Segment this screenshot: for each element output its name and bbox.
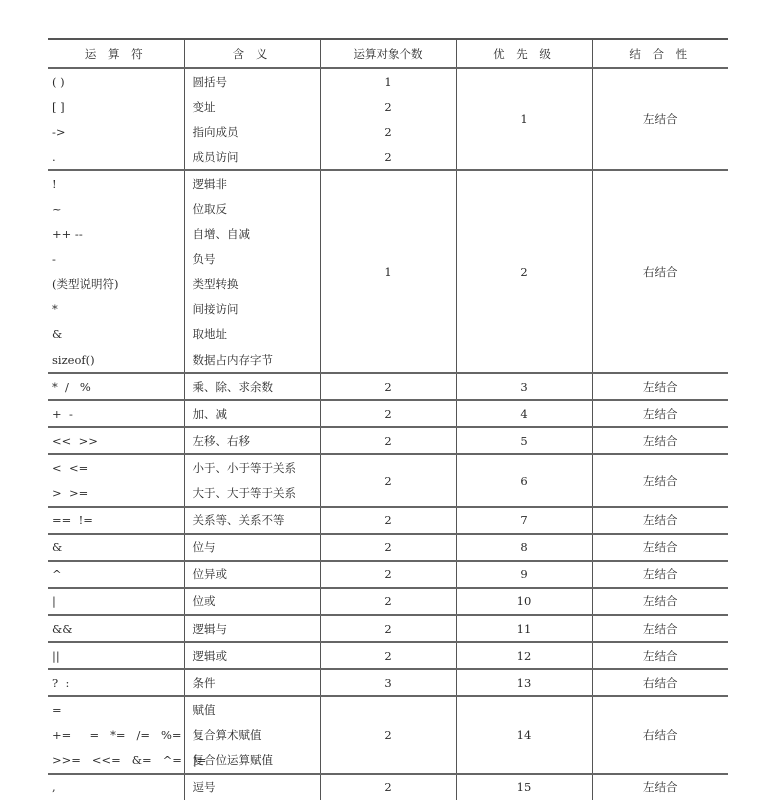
operator-precedence-table [48,38,728,800]
operator-cell: < <= [48,454,184,480]
table-row [48,588,728,615]
table-row [48,669,728,696]
operator-cell: << >> [48,427,184,454]
table-row [48,561,728,588]
operator-cell: > >= [52,486,89,501]
meaning-cell: 逻辑与 [184,615,320,642]
meaning-cell: 逗号 [184,774,320,800]
meaning-cell: 左移、右移 [184,427,320,454]
table-row [48,774,728,800]
table-row [48,642,728,669]
operator-cell: ~ [52,202,62,217]
precedence-cell: 10 [456,588,592,615]
operator-cell: sizeof() [52,352,95,367]
meaning-cell: 位异或 [184,561,320,588]
table-row [48,696,728,722]
precedence-cell: 15 [456,774,592,800]
operator-cell: [ ] [52,99,65,114]
meaning-cell: 逻辑非 [184,170,320,196]
operand-count-cell: 2 [320,561,456,588]
meaning-cell: 加、减 [184,400,320,427]
operator-cell: * / % [48,373,184,400]
table-row [48,68,728,94]
precedence-cell: 12 [456,642,592,669]
operator-cell: - [52,252,56,267]
operand-count-cell: 2 [320,774,456,800]
header-operator: 运 算 符 [48,39,184,68]
precedence-cell: 3 [456,373,592,400]
operator-cell: & [48,534,184,561]
operator-cell: ? : [48,669,184,696]
associativity-cell: 左结合 [592,427,728,454]
header-associativity: 结 合 性 [592,39,728,68]
operand-count-cell: 2 [320,144,456,170]
meaning-cell: 自增、自减 [184,222,320,247]
operator-cell: ( ) [52,74,65,89]
table-row [48,507,728,534]
associativity-cell: 左结合 [592,615,728,642]
operand-count-cell: 2 [320,427,456,454]
meaning-cell: 圆括号 [184,68,320,94]
meaning-cell: 小于、小于等于关系 [184,454,320,480]
header-operand-count: 运算对象个数 [320,39,456,68]
operator-cell: == != [48,507,184,534]
table-row [48,170,728,196]
operator-cell: (类型说明符) [52,277,119,292]
operator-cell: ++ -- [52,227,83,242]
operator-cell: & [52,327,63,342]
associativity-cell: 左结合 [592,561,728,588]
operator-cell: + - [48,400,184,427]
operator-cell: >>= <<= &= ^= |= [52,752,207,767]
precedence-cell: 7 [456,507,592,534]
meaning-cell: 变址 [184,94,320,119]
table-row [48,615,728,642]
associativity-cell: 左结合 [592,373,728,400]
meaning-cell: 指向成员 [184,119,320,144]
operand-count-cell: 2 [320,615,456,642]
operand-count-cell: 1 [320,68,456,94]
operand-count-cell: 2 [320,119,456,144]
associativity-cell: 左结合 [592,642,728,669]
meaning-cell: 复合算术赋值 [184,722,320,747]
meaning-cell: 位与 [184,534,320,561]
associativity-cell: 右结合 [592,669,728,696]
table-row [48,373,728,400]
precedence-cell: 1 [456,68,592,170]
meaning-cell: 大于、大于等于关系 [184,481,320,507]
operand-count-cell: 2 [320,507,456,534]
precedence-cell: 6 [456,454,592,506]
operator-cell: . [52,149,56,164]
operator-cell: , [48,774,184,800]
meaning-cell: 关系等、关系不等 [184,507,320,534]
header-meaning: 含 义 [184,39,320,68]
operator-cell: ^ [48,561,184,588]
table-header [48,39,728,68]
meaning-cell: 类型转换 [184,272,320,297]
meaning-cell: 赋值 [184,696,320,722]
operand-count-cell: 2 [320,94,456,119]
header-precedence: 优 先 级 [456,39,592,68]
meaning-cell: 条件 [184,669,320,696]
operand-count-cell: 2 [320,454,456,506]
meaning-cell: 成员访问 [184,144,320,170]
operator-cell: = [48,696,184,722]
operator-cell: && [48,615,184,642]
operator-cell: += = *= /= %= [52,727,182,742]
precedence-cell: 13 [456,669,592,696]
operator-cell: || [48,642,184,669]
meaning-cell: 负号 [184,247,320,272]
meaning-cell: 位或 [184,588,320,615]
operand-count-cell: 2 [320,534,456,561]
operand-count-cell: 2 [320,696,456,773]
operand-count-cell: 2 [320,373,456,400]
precedence-cell: 4 [456,400,592,427]
operand-count-cell: 1 [320,170,456,373]
precedence-cell: 5 [456,427,592,454]
associativity-cell: 左结合 [592,507,728,534]
meaning-cell: 逻辑或 [184,642,320,669]
meaning-cell: 取地址 [184,322,320,347]
meaning-cell: 复合位运算赋值 [184,747,320,773]
meaning-cell: 乘、除、求余数 [184,373,320,400]
operator-cell: -> [52,124,66,139]
precedence-cell: 2 [456,170,592,373]
table-row [48,400,728,427]
table-row [48,534,728,561]
table-row [48,427,728,454]
table-row [48,454,728,480]
associativity-cell: 右结合 [592,170,728,373]
associativity-cell: 左结合 [592,588,728,615]
operand-count-cell: 3 [320,669,456,696]
precedence-cell: 8 [456,534,592,561]
associativity-cell: 右结合 [592,696,728,773]
associativity-cell: 左结合 [592,68,728,170]
operator-cell: | [48,588,184,615]
precedence-cell: 11 [456,615,592,642]
operator-cell: * [52,302,58,317]
operand-count-cell: 2 [320,642,456,669]
precedence-cell: 14 [456,696,592,773]
operand-count-cell: 2 [320,588,456,615]
associativity-cell: 左结合 [592,400,728,427]
associativity-cell: 左结合 [592,534,728,561]
associativity-cell: 左结合 [592,454,728,506]
associativity-cell: 左结合 [592,774,728,800]
meaning-cell: 位取反 [184,196,320,221]
meaning-cell: 数据占内存字节 [184,347,320,373]
operator-cell: ! [48,170,184,196]
precedence-cell: 9 [456,561,592,588]
operand-count-cell: 2 [320,400,456,427]
meaning-cell: 间接访问 [184,297,320,322]
